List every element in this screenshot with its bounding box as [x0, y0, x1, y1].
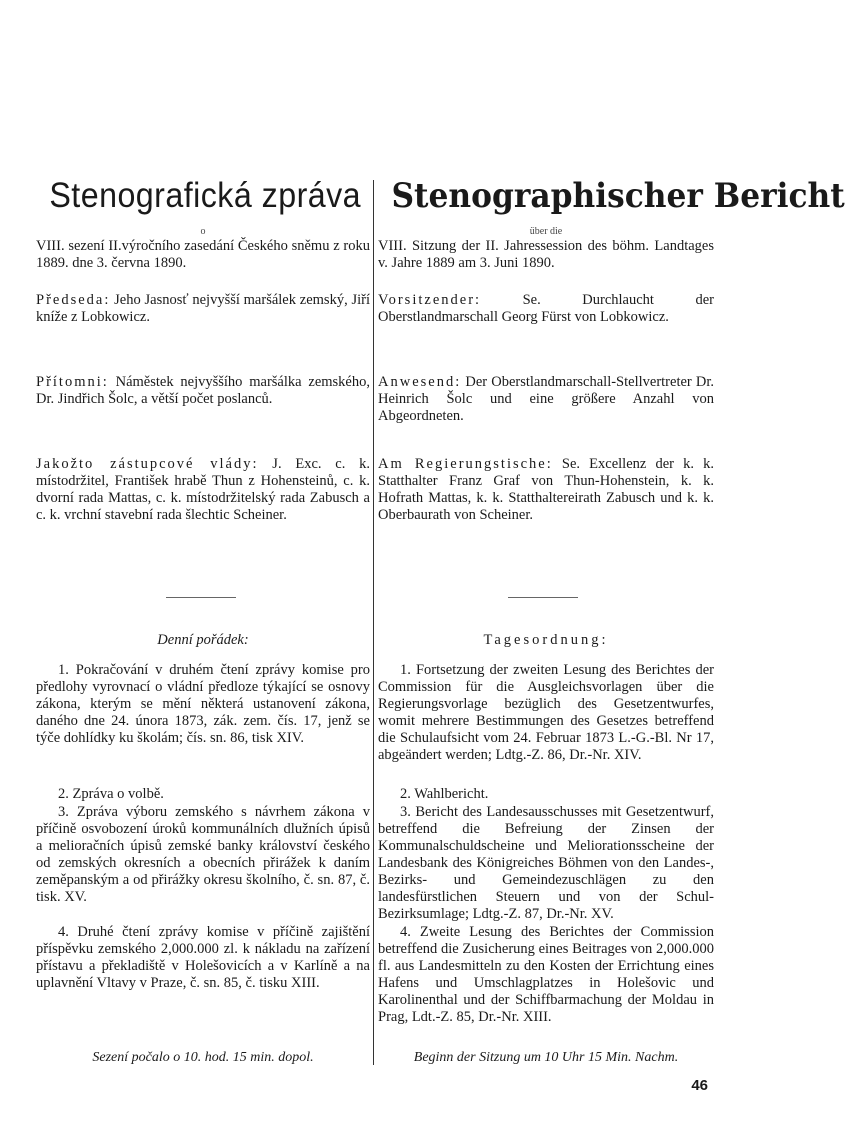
czech-presiding — [36, 292, 370, 326]
page-number: 46 — [691, 1077, 708, 1094]
german-agenda-item-1: 1. Fortsetzung der zweiten Lesung des Berichtes der Commission für die Ausgleichsvorlagen über die Regierungsvorlage bezüglich des Gesetzentwurfes, womit mehrere Bestimmungen des Gesetzes betreffend die Schulaufsicht vom 24. Februar 1873 L.-G.-Bl. Nr 17, abgeändert werden; Ldtg.-Z. 86, Dr.-Nr. XIV. — [378, 662, 714, 763]
german-presiding-text: Se. Durchlaucht der Oberstlandmarschall Georg Fürst von Lobkowicz. — [378, 292, 714, 325]
czech-agenda-item-4: 4. Druhé čtení zprávy komise v příčině zajištění příspěvku zemského 2,000.000 zl. k nákladu na zařízení přístavu a překladiště v Holešovicích a v Karlíně a na uplavnění Vltavy v Praze, č. sn. 85, č. tisku XIII. — [36, 924, 370, 991]
czech-agenda-item-2: 2. Zpráva o volbě. — [58, 786, 164, 802]
german-government — [378, 456, 714, 524]
column-divider-bottom — [373, 640, 374, 1065]
czech-agenda-item-1: 1. Pokračování v druhém čtení zprávy komise pro předlohy vyrovnací o vládní předloze týkající se osnovy zákona, kterým se mění některá ustanovení zákona, daného dne 24. února 1873, zák. zem. čís. 17, jenž se týče dohlídky ku školám; čís. sn. 86, tisk XIV. — [36, 662, 370, 746]
czech-subtitle: o — [200, 226, 206, 237]
czech-government — [36, 456, 370, 524]
german-session: VIII. Sitzung der II. Jahressession des böhm. Landtages v. Jahre 1889 am 3. Juni 1890. — [378, 238, 714, 271]
czech-present-text: Náměstek nejvyššího maršálka zemského, Dr. Jindřich Šolc, a větší počet poslanců. — [36, 374, 370, 407]
german-presiding-label: Vorsitzender: — [378, 292, 482, 308]
german-column — [378, 0, 845, 1128]
czech-title: Stenografická zpráva — [49, 176, 362, 215]
german-agenda-item-4: 4. Zweite Lesung des Berichtes der Commission betreffend die Zusicherung eines Beitrages von 2,000.000 fl. aus Landesmitteln zu den Kosten der Errichtung eines Hafens und Umschlagplatzes in Holešovic und Karolinenthal und der Schiffbarmachung der Moldau in Prag, Ldt.-Z. 85, Dr.-Nr. XIII. — [378, 924, 714, 1025]
czech-separator — [166, 597, 236, 598]
german-presiding — [378, 292, 714, 326]
czech-present-label: Přítomni: — [36, 374, 109, 390]
german-government-text: Se. Excellenz der k. k. Statthalter Franz Graf von Thun-Hohenstein, k. k. Hofrath Mattas, k. k. Statthaltereirath Zabusch und k. k. Oberbaurath von Scheiner. — [378, 456, 714, 523]
german-government-label: Am Regierungstische: — [378, 456, 553, 472]
german-agenda-item-3: 3. Bericht des Landesausschusses mit Gesetzentwurf, betreffend die Befreiung der Zinsen der Kommunalschuldscheine und Meliorationsscheine der Landesbank des Königreiches Böhmen von den Landes-, Bezirks- und Gemeindezuschlägen zu den landesfürstlichen Steuern und von der Schul-Bezirksumlage; Ldtg.-Z. 87, Dr.-Nr. XV. — [378, 804, 714, 922]
czech-footer: Sezení počalo o 10. hod. 15 min. dopol. — [92, 1050, 314, 1065]
czech-session: VIII. sezení II.výročního zasedání Českého sněmu z roku 1889. dne 3. června 1890. — [36, 238, 370, 271]
german-present-label: Anwesend: — [378, 374, 462, 390]
german-footer: Beginn der Sitzung um 10 Uhr 15 Min. Nachm. — [413, 1050, 679, 1065]
german-title: Stenographischer Bericht — [391, 176, 845, 216]
german-agenda-item-2: 2. Wahlbericht. — [400, 786, 489, 802]
german-subtitle: über die — [529, 226, 563, 237]
czech-presiding-text: Jeho Jasnosť nejvyšší maršálek zemský, Jiří kníže z Lobkowicz. — [36, 292, 370, 325]
german-agenda-title: Tagesordnung: — [483, 632, 609, 648]
czech-presiding-label: Předseda: — [36, 292, 111, 308]
czech-government-label: Jakožto zástupcové vlády: — [36, 456, 259, 472]
czech-column — [36, 0, 370, 1128]
column-divider-top — [373, 180, 374, 680]
german-present-text: Der Oberstlandmarschall-Stellvertreter Dr. Heinrich Šolc und eine größere Anzahl von Abgeordneten. — [378, 374, 714, 424]
german-present — [378, 374, 714, 425]
german-separator — [508, 597, 578, 598]
czech-present — [36, 374, 370, 408]
czech-government-text: J. Exc. c. k. místodržitel, František hrabě Thun z Hohensteinů, c. k. dvorní rada Mattas, c. k. místodržitelský rada Zabusch a c. k. vrchní stavební rada šlechtic Scheiner. — [36, 456, 371, 523]
czech-agenda-title: Denní pořádek: — [157, 632, 249, 648]
czech-agenda-item-3: 3. Zpráva výboru zemského s návrhem zákona v příčině osvobození úroků kommunálních dlužních úpisů a melioračních úpisů zemské banky království českého od zemských okresních a obecních přirážek k daním zeměpanským a od přirážky okresu školního, č. sn. 87, č. tisk. XV. — [36, 804, 370, 905]
